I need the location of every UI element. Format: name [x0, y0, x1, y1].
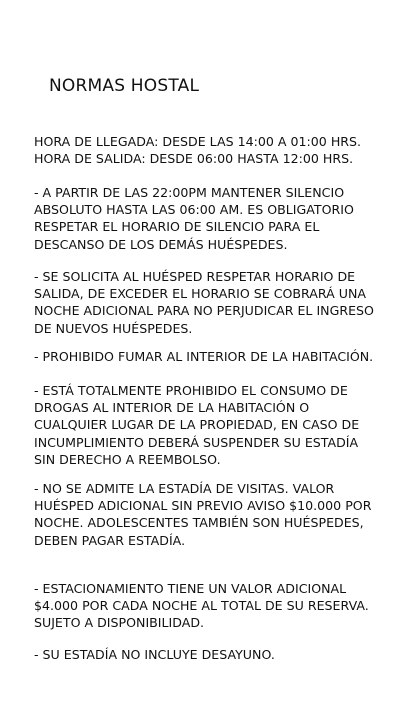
rule-visitors — [34, 480, 394, 549]
rule-silence-hours — [34, 184, 394, 253]
rule-line: - PROHIBIDO FUMAR AL INTERIOR DE LA HABITACIÓN. — [34, 349, 374, 364]
rule-line: ABSOLUTO HASTA LAS 06:00 AM. ES OBLIGATORIO — [34, 202, 354, 218]
rule-line: RESPETAR EL HORARIO DE SILENCIO PARA EL — [34, 219, 320, 235]
rule-line: - NO SE ADMITE LA ESTADÍA DE VISITAS. VALOR — [34, 481, 335, 496]
rule-line: - SE SOLICITA AL HUÉSPED RESPETAR HORARIO DE — [34, 269, 356, 284]
rule-line: - ESTACIONAMIENTO TIENE UN VALOR ADICIONAL — [34, 581, 347, 596]
rule-line: DROGAS AL INTERIOR DE LA HABITACIÓN O — [34, 400, 310, 416]
rule-no-smoking — [34, 348, 394, 365]
rule-check-in-out-hours — [34, 133, 394, 167]
rule-line: SALIDA, DE EXCEDER EL HORARIO SE COBRARÁ UNA — [34, 286, 367, 302]
rule-checkout-time — [34, 268, 394, 337]
rule-line: $4.000 POR CADA NOCHE AL TOTAL DE SU RESERVA. — [34, 598, 369, 614]
page-title: NORMAS HOSTAL — [49, 76, 200, 96]
rule-line: DEBEN PAGAR ESTADÍA. — [34, 532, 186, 548]
rule-line: NOCHE. ADOLESCENTES TAMBIÉN SON HUÉSPEDES, — [34, 515, 364, 531]
rule-parking — [34, 580, 394, 632]
rule-line: HORA DE LLEGADA: DESDE LAS 14:00 A 01:00 HRS. — [34, 134, 362, 149]
rule-line: - SU ESTADÍA NO INCLUYE DESAYUNO. — [34, 647, 275, 662]
rule-line: DESCANSO DE LOS DEMÁS HUÉSPEDES. — [34, 236, 288, 252]
rule-line: - ESTÁ TOTALMENTE PROHIBIDO EL CONSUMO DE — [34, 383, 348, 398]
rule-line: SUJETO A DISPONIBILIDAD. — [34, 615, 205, 631]
rule-line: SIN DERECHO A REEMBOLSO. — [34, 451, 221, 467]
rule-line: CUALQUIER LUGAR DE LA PROPIEDAD, EN CASO DE — [34, 417, 360, 433]
rule-line: HORA DE SALIDA: DESDE 06:00 HASTA 12:00 HRS. — [34, 151, 354, 167]
rule-line: HUÉSPED ADICIONAL SIN PREVIO AVISO $10.000 POR — [34, 498, 372, 514]
rule-line: NOCHE ADICIONAL PARA NO PERJUDICAR EL INGRESO — [34, 303, 374, 319]
rule-line: INCUMPLIMIENTO DEBERÁ SUSPENDER SU ESTADÍA — [34, 434, 359, 450]
rule-line: - A PARTIR DE LAS 22:00PM MANTENER SILENCIO — [34, 185, 345, 200]
rule-no-drugs — [34, 382, 394, 468]
rule-line: DE NUEVOS HUÉSPEDES. — [34, 320, 193, 336]
rule-no-breakfast — [34, 646, 394, 663]
